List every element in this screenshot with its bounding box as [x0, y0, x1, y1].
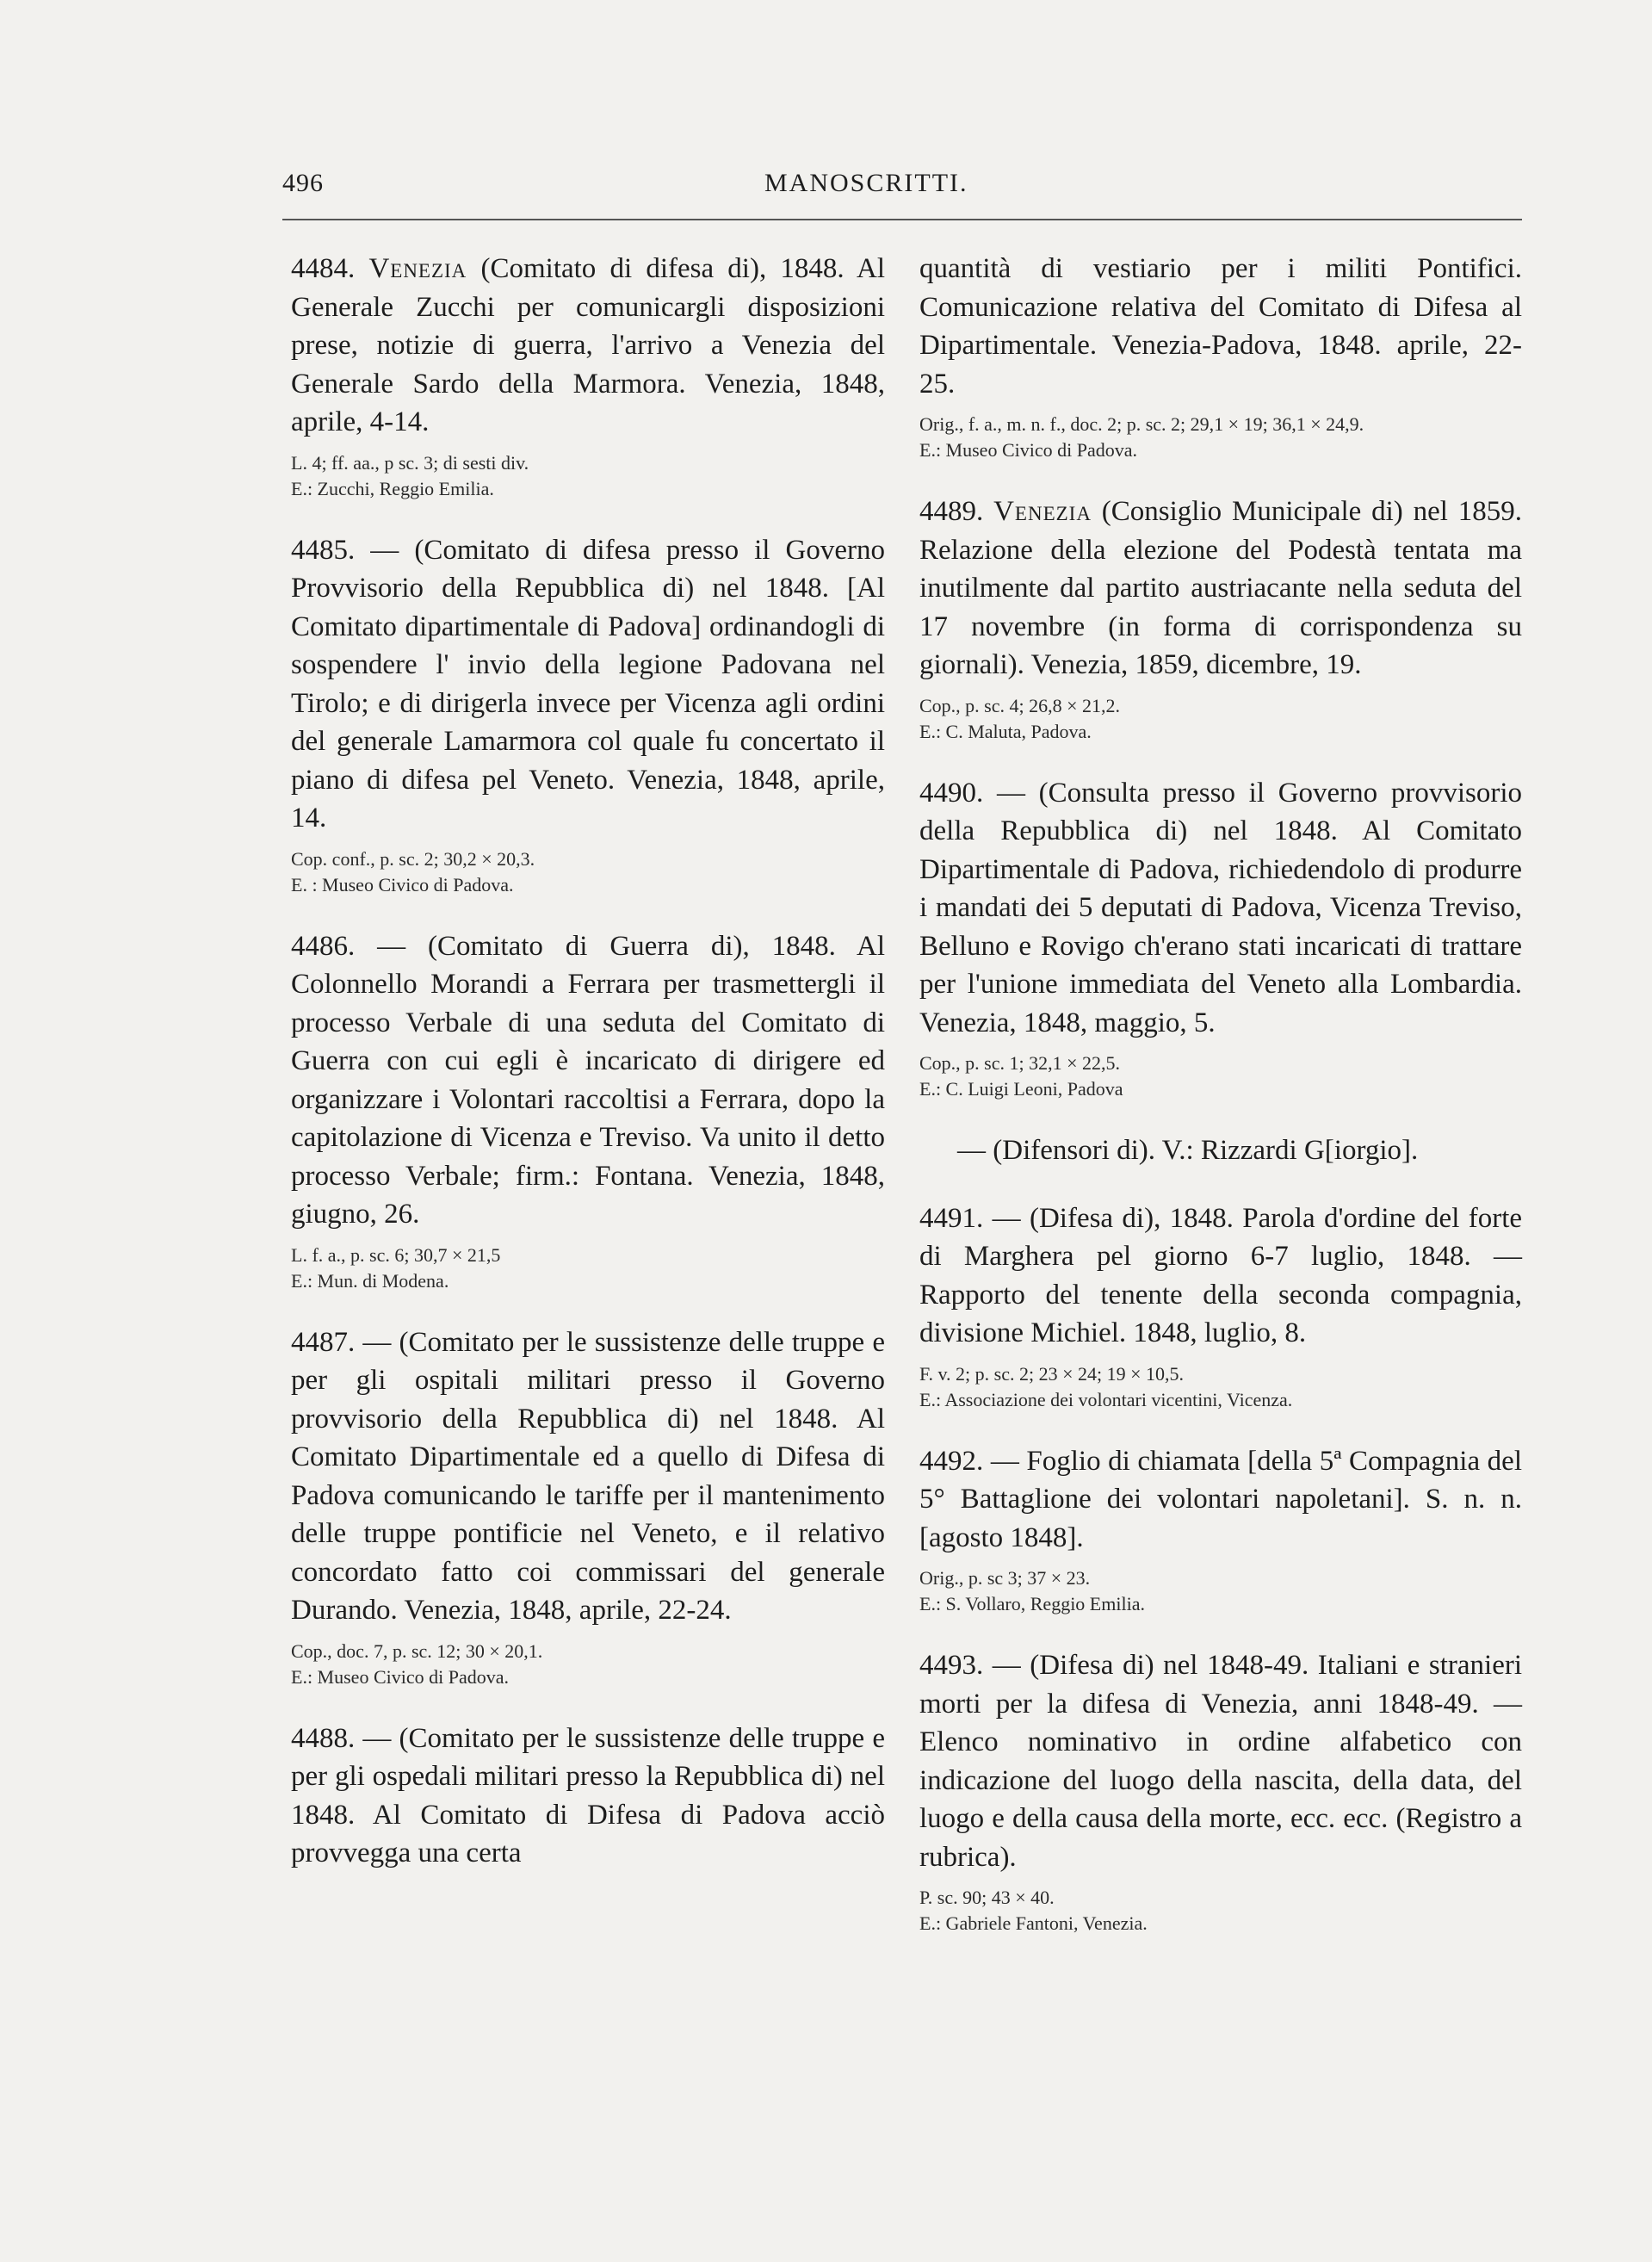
- metadata-line: Cop., doc. 7, p. sc. 12; 30 × 20,1.: [291, 1639, 543, 1662]
- entry-metadata: [291, 1243, 885, 1294]
- metadata-line: Cop. conf., p. sc. 2; 30,2 × 20,3.: [291, 847, 535, 870]
- metadata-line: E. : Museo Civico di Padova.: [291, 873, 514, 896]
- entry-body: — (Comitato per le sussistenze delle truppe e per gli ospedali militari presso la Repubblica di) nel 1848. Al Comitato di Difesa di Padova acciò provvegga una certa: [291, 1722, 885, 1868]
- entry-text: [919, 493, 1522, 685]
- metadata-line: Orig., p. sc 3; 37 × 23.: [919, 1567, 1091, 1589]
- entry-number: 4484.: [291, 253, 369, 284]
- metadata-line: Orig., f. a., m. n. f., doc. 2; p. sc. 2; 29,1 × 19; 36,1 × 24,9.: [919, 413, 1364, 435]
- entry-text: [291, 250, 885, 442]
- entry-lead: Venezia: [368, 253, 467, 284]
- metadata-line: F. v. 2; p. sc. 2; 23 × 24; 19 × 10,5.: [919, 1362, 1185, 1385]
- entry-number: 4488.: [291, 1722, 363, 1754]
- entry-body: — (Comitato di Guerra di), 1848. Al Colonnello Morandi a Ferrara per trasmettergli il processo Verbale di una seduta del Comitato di Guerra con cui egli è incaricato di dirigere ed organizzare i Volontari raccoltisi a Ferrara, dopo la capitolazione di Vicenza e Treviso. Va unito il detto processo Verbale; firm.: Fontana. Venezia, 1848, giugno, 26.: [291, 930, 885, 1230]
- catalog-entry: [291, 1323, 885, 1690]
- entry-metadata: [291, 450, 885, 502]
- running-title: MANOSCRITTI.: [764, 169, 968, 197]
- metadata-line: E.: Associazione dei volontari vicentini, Vicenza.: [919, 1388, 1293, 1410]
- metadata-line: L. 4; ff. aa., p sc. 3; di sesti div.: [291, 451, 529, 474]
- entry-metadata: [291, 1639, 885, 1690]
- entry-metadata: [919, 1565, 1522, 1617]
- catalog-entry: [919, 1199, 1522, 1413]
- cross-reference: [957, 1131, 1522, 1170]
- entry-text: [919, 774, 1522, 1043]
- metadata-line: Cop., p. sc. 4; 26,8 × 21,2.: [919, 694, 1121, 716]
- catalog-entry: [291, 531, 885, 898]
- metadata-line: E.: Gabriele Fantoni, Venezia.: [919, 1912, 1148, 1934]
- metadata-line: E.: C. Maluta, Padova.: [919, 720, 1092, 742]
- entry-metadata: [919, 1361, 1522, 1413]
- entry-number: 4490.: [919, 777, 997, 809]
- entry-text: [291, 1323, 885, 1630]
- entry-text: [957, 1131, 1522, 1170]
- entry-number: 4485.: [291, 534, 371, 566]
- entry-number: 4487.: [291, 1326, 363, 1358]
- entry-text: [919, 1199, 1522, 1353]
- metadata-line: E.: Museo Civico di Padova.: [291, 1665, 509, 1688]
- entry-text: [291, 531, 885, 838]
- page-header: [282, 169, 1522, 212]
- metadata-line: E.: Museo Civico di Padova.: [919, 439, 1137, 461]
- catalog-entry: [919, 774, 1522, 1103]
- metadata-line: P. sc. 90; 43 × 40.: [919, 1887, 1055, 1908]
- catalog-entry: [291, 927, 885, 1294]
- metadata-line: L. f. a., p. sc. 6; 30,7 × 21,5: [291, 1243, 501, 1266]
- right-column: [919, 250, 1522, 1966]
- catalog-entry: [291, 250, 885, 502]
- metadata-line: E.: Zucchi, Reggio Emilia.: [291, 477, 494, 499]
- entry-number: 4492.: [919, 1445, 991, 1477]
- left-column: [291, 250, 885, 1902]
- entry-body: — (Consulta presso il Governo provvisorio della Repubblica di) nel 1848. Al Comitato Dipartimentale di Padova, richiedendolo di produrre i mandati dei 5 deputati di Padova, Vicenza Treviso, Belluno e Rovigo ch'erano stati incaricati di trattare per l'unione immediata del Veneto alla Lombardia. Venezia, 1848, maggio, 5.: [919, 777, 1523, 1038]
- entry-body: — (Difesa di) nel 1848-49. Italiani e stranieri morti per la difesa di Venezia, anni 1848-49. — Elenco nominativo in ordine alfabetico con indicazione del luogo della nascita, della data, del luogo e della causa della morte, ecc. ecc. (Registro a rubrica).: [919, 1650, 1522, 1873]
- metadata-line: E.: C. Luigi Leoni, Padova: [919, 1078, 1123, 1100]
- catalog-entry: [291, 1720, 885, 1873]
- metadata-line: E.: S. Vollaro, Reggio Emilia.: [919, 1593, 1145, 1614]
- entry-number: 4491.: [919, 1202, 993, 1234]
- entry-number: 4493.: [919, 1650, 993, 1681]
- entry-metadata: [919, 1885, 1522, 1937]
- entry-body: — (Comitato per le sussistenze delle truppe e per gli ospitali militari presso il Governo provvisorio della Repubblica di) nel 1848. Al Comitato Dipartimentale ed a quello di Difesa di Padova comunicando le tariffe per il mantenimento delle truppe pontificie nel Veneto, e il relativo concordato fatto coi commissari del generale Durando. Venezia, 1848, aprile, 22-24.: [291, 1326, 885, 1626]
- page-number: 496: [282, 169, 324, 197]
- entry-text: [291, 1720, 885, 1873]
- entry-text: [919, 250, 1522, 403]
- catalog-entry: [919, 250, 1522, 463]
- metadata-line: Cop., p. sc. 1; 32,1 × 22,5.: [919, 1052, 1121, 1074]
- entry-number: 4486.: [291, 930, 378, 962]
- entry-body: (Consiglio Municipale di) nel 1859. Relazione della elezione del Podestà tentata ma inutilmente dal partito austriacante nella seduta del 17 novembre (in forma di corrispondenza su giornali). Venezia, 1859, dicembre, 19.: [919, 496, 1523, 680]
- header-rule: [282, 219, 1522, 220]
- entry-text: [919, 1646, 1522, 1876]
- entry-body: — Foglio di chiamata [della 5ª Compagnia del 5° Battaglione dei volontari napoletani]. S. n. n. [agosto 1848].: [919, 1445, 1522, 1553]
- entry-body: — (Comitato di difesa presso il Governo Provvisorio della Repubblica di) nel 1848. [Al Comitato dipartimentale di Padova] ordinandogli di sospendere l' invio della legione Padovana nel Tirolo; e di dirigerla invece per Vicenza agli ordini del generale Lamarmora col quale fu concertato il piano di difesa pel Veneto. Venezia, 1848, aprile, 14.: [291, 534, 885, 834]
- entry-number: 4489.: [919, 496, 994, 527]
- entry-metadata: [919, 1050, 1522, 1102]
- metadata-line: E.: Mun. di Modena.: [291, 1269, 449, 1292]
- entry-body: — (Difesa di), 1848. Parola d'ordine del forte di Marghera pel giorno 6-7 luglio, 1848. — Rapporto del tenente della seconda compagnia, divisione Michiel. 1848, luglio, 8.: [919, 1202, 1523, 1348]
- catalog-entry: [919, 1646, 1522, 1937]
- entry-metadata: [919, 412, 1522, 463]
- entry-text: [919, 1442, 1522, 1558]
- entry-lead: Venezia: [993, 496, 1092, 527]
- entry-metadata: [291, 846, 885, 898]
- catalog-entry: [919, 1442, 1522, 1618]
- entry-metadata: [919, 693, 1522, 745]
- entry-body: — (Difensori di). V.: Rizzardi G[iorgio].: [957, 1135, 1419, 1166]
- catalog-entry: [919, 493, 1522, 745]
- entry-body: (Comitato di difesa di), 1848. Al Generale Zucchi per comunicargli disposizioni prese, notizie di guerra, l'arrivo a Venezia del Generale Sardo della Marmora. Venezia, 1848, aprile, 4-14.: [291, 253, 886, 437]
- entry-body: quantità di vestiario per i militi Pontifici. Comunicazione relativa del Comitato di Difesa al Dipartimentale. Venezia-Padova, 1848. aprile, 22-25.: [919, 253, 1522, 400]
- entry-text: [291, 927, 885, 1234]
